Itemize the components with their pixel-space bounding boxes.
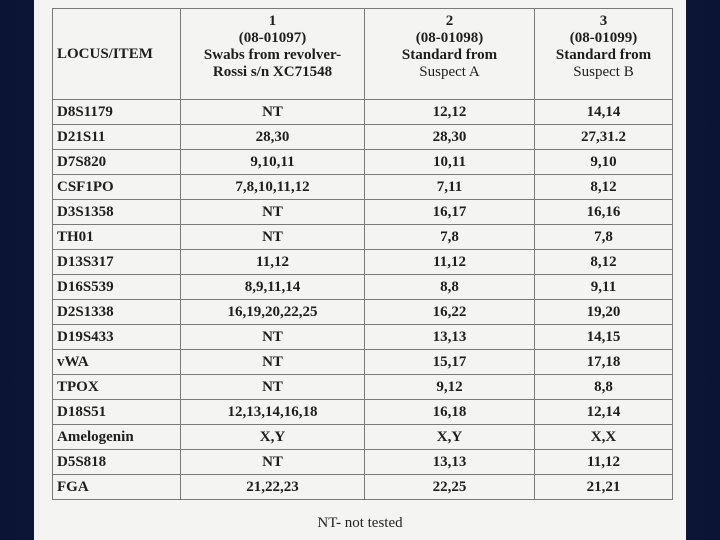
allele-cell: 13,13 [365,325,535,350]
allele-cell: 15,17 [365,350,535,375]
allele-cell: 8,9,11,14 [181,275,365,300]
allele-cell: 9,11 [535,275,673,300]
allele-cell: NT [181,375,365,400]
str-profile-table [52,8,673,500]
allele-cell: 19,20 [535,300,673,325]
table-row [53,300,673,325]
allele-cell: NT [181,200,365,225]
allele-cell: 21,22,23 [181,475,365,500]
allele-cell: NT [181,100,365,125]
table-row [53,150,673,175]
locus-cell: D16S539 [53,275,181,300]
allele-cell: NT [181,450,365,475]
allele-cell: 7,11 [365,175,535,200]
sample-case-id: (08-01099) [569,30,638,46]
table-row [53,100,673,125]
allele-cell: 17,18 [535,350,673,375]
table-row [53,200,673,225]
sample-description-2: Rossi s/n XC71548 [212,64,333,80]
sample-number: 1 [268,13,277,29]
locus-cell: FGA [53,475,181,500]
allele-cell: 16,22 [365,300,535,325]
allele-cell: 12,14 [535,400,673,425]
allele-cell: NT [181,350,365,375]
allele-cell: 14,15 [535,325,673,350]
locus-cell: D18S51 [53,400,181,425]
table-row [53,425,673,450]
allele-cell: 7,8,10,11,12 [181,175,365,200]
locus-cell: D8S1179 [53,100,181,125]
sample-description-2: Suspect B [573,64,634,80]
sample-description: Standard from [401,47,498,63]
allele-cell: 11,12 [181,250,365,275]
sample-number: 2 [445,13,454,29]
sample-description: Standard from [555,47,652,63]
locus-cell: D3S1358 [53,200,181,225]
allele-cell: 27,31.2 [535,125,673,150]
allele-cell: 9,10 [535,150,673,175]
locus-cell: D13S317 [53,250,181,275]
sample-description-2: Suspect A [419,64,480,80]
locus-column-header: LOCUS/ITEM [53,9,181,100]
allele-cell: 28,30 [365,125,535,150]
locus-cell: vWA [53,350,181,375]
allele-cell: X,Y [365,425,535,450]
allele-cell: 8,12 [535,175,673,200]
allele-cell: 11,12 [365,250,535,275]
allele-cell: 9,12 [365,375,535,400]
locus-cell: Amelogenin [53,425,181,450]
allele-cell: 7,8 [535,225,673,250]
allele-cell: NT [181,325,365,350]
table-row [53,275,673,300]
table-row [53,375,673,400]
allele-cell: 8,8 [535,375,673,400]
locus-cell: D7S820 [53,150,181,175]
allele-cell: 7,8 [365,225,535,250]
table-row [53,325,673,350]
sample-3-header [535,9,673,100]
table-row [53,475,673,500]
table-row [53,350,673,375]
allele-cell: 14,14 [535,100,673,125]
allele-cell: 8,12 [535,250,673,275]
table-row [53,250,673,275]
allele-cell: 11,12 [535,450,673,475]
sample-description: Swabs from revolver- [203,47,342,63]
allele-cell: 8,8 [365,275,535,300]
locus-cell: CSF1PO [53,175,181,200]
locus-cell: D5S818 [53,450,181,475]
allele-cell: 9,10,11 [181,150,365,175]
allele-cell: 12,13,14,16,18 [181,400,365,425]
locus-cell: D19S433 [53,325,181,350]
locus-cell: TPOX [53,375,181,400]
table-body [53,100,673,500]
sample-case-id: (08-01097) [238,30,307,46]
allele-cell: 16,19,20,22,25 [181,300,365,325]
document-sheet [34,0,686,540]
locus-cell: D2S1338 [53,300,181,325]
footnote: NT- not tested [317,515,403,531]
allele-cell: 22,25 [365,475,535,500]
allele-cell: 12,12 [365,100,535,125]
allele-cell: 10,11 [365,150,535,175]
table-row [53,450,673,475]
table-row [53,175,673,200]
table-header [53,9,673,100]
allele-cell: 16,18 [365,400,535,425]
table-row [53,400,673,425]
allele-cell: NT [181,225,365,250]
allele-cell: 28,30 [181,125,365,150]
allele-cell: 16,17 [365,200,535,225]
allele-cell: 21,21 [535,475,673,500]
locus-cell: TH01 [53,225,181,250]
allele-cell: 16,16 [535,200,673,225]
locus-cell: D21S11 [53,125,181,150]
sample-case-id: (08-01098) [415,30,484,46]
sample-number: 3 [599,13,608,29]
allele-cell: X,X [535,425,673,450]
sample-2-header [365,9,535,100]
table-row [53,125,673,150]
allele-cell: 13,13 [365,450,535,475]
table-row [53,225,673,250]
allele-cell: X,Y [181,425,365,450]
sample-1-header [181,9,365,100]
